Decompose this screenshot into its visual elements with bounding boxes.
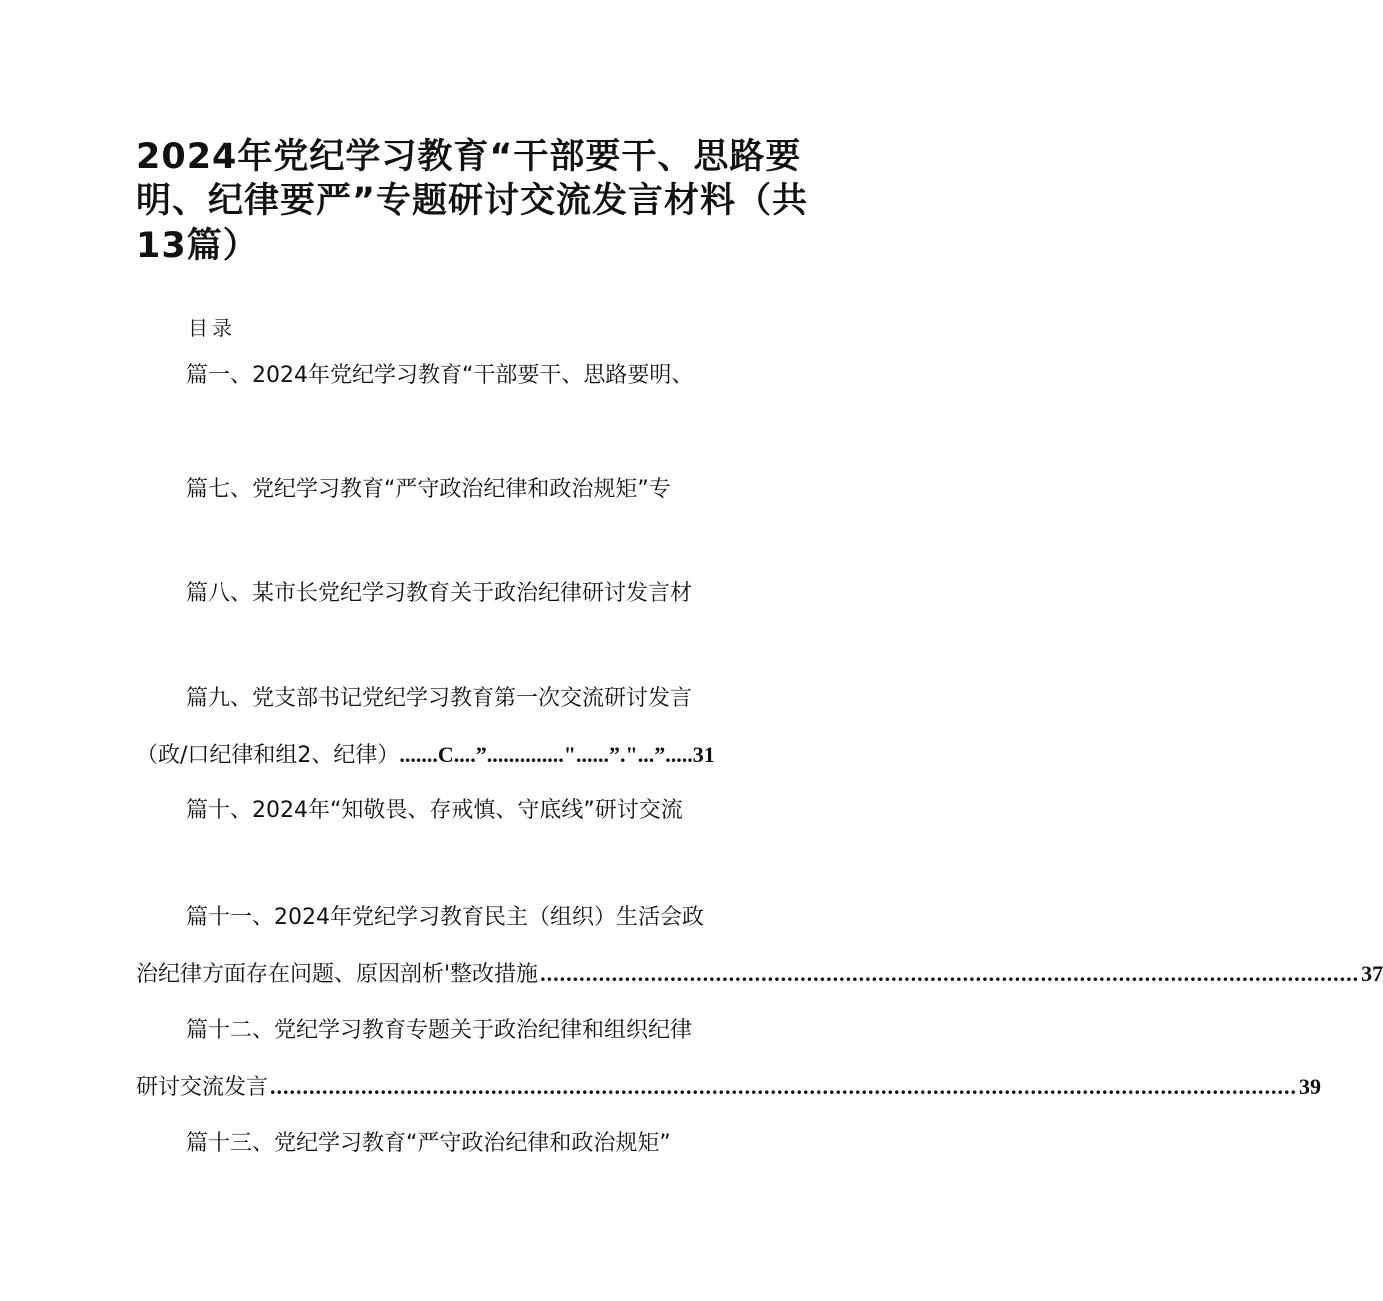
title-line-2: 明、纪律要严”专题研讨交流发言材料（共 [136, 181, 809, 221]
toc-entry-11: 篇十一、2024年党纪学习教育民主（组织）生活会政 [186, 905, 704, 930]
toc-entry-9: 篇九、党支部书记党纪学习教育第一次交流研讨发言 [186, 686, 693, 711]
title-line-1: 2024年党纪学习教育“干部要干、思路要 [136, 137, 802, 177]
toc-entry-12: 篇十二、党纪学习教育专题关于政治纪律和组织纪律 [186, 1018, 693, 1043]
toc-entry-12-cont [136, 1074, 1322, 1100]
toc-leader-dots: .............................................................................................................................. [540, 961, 1360, 986]
toc-entry-13: 篇十三、党纪学习教育“严守政治纪律和政治规矩” [186, 1131, 671, 1156]
toc-entry-7: 篇七、党纪学习教育“严守政治纪律和政治规矩”专 [186, 477, 671, 502]
toc-page-number: 37 [1361, 961, 1383, 986]
toc-leader-dots: .............................................................................................................................................................. [270, 1074, 1298, 1099]
title-line-3: 13篇） [136, 226, 259, 266]
toc-entry-9-leader-page: .......C....”.............."......”."...”.....31 [399, 742, 715, 767]
toc-entry-1: 篇一、2024年党纪学习教育“干部要干、思路要明、 [186, 363, 694, 388]
toc-entry-11-cont-text: 治纪律方面存在问题、原因剖析'整改措施 [136, 962, 539, 987]
toc-entry-12-cont-text: 研讨交流发言 [136, 1075, 269, 1100]
toc-entry-9-cont-text: （政/口纪律和组2、纪律） [136, 743, 400, 768]
toc-heading: 目录 [188, 316, 236, 340]
toc-page-number: 39 [1299, 1074, 1322, 1099]
toc-entry-10: 篇十、2024年“知敬畏、存戒慎、守底线”研讨交流 [186, 798, 683, 823]
toc-entry-8: 篇八、某市长党纪学习教育关于政治纪律研讨发言材 [186, 581, 693, 606]
toc-entry-11-cont [136, 961, 1383, 987]
toc-entry-9-cont [136, 744, 715, 767]
